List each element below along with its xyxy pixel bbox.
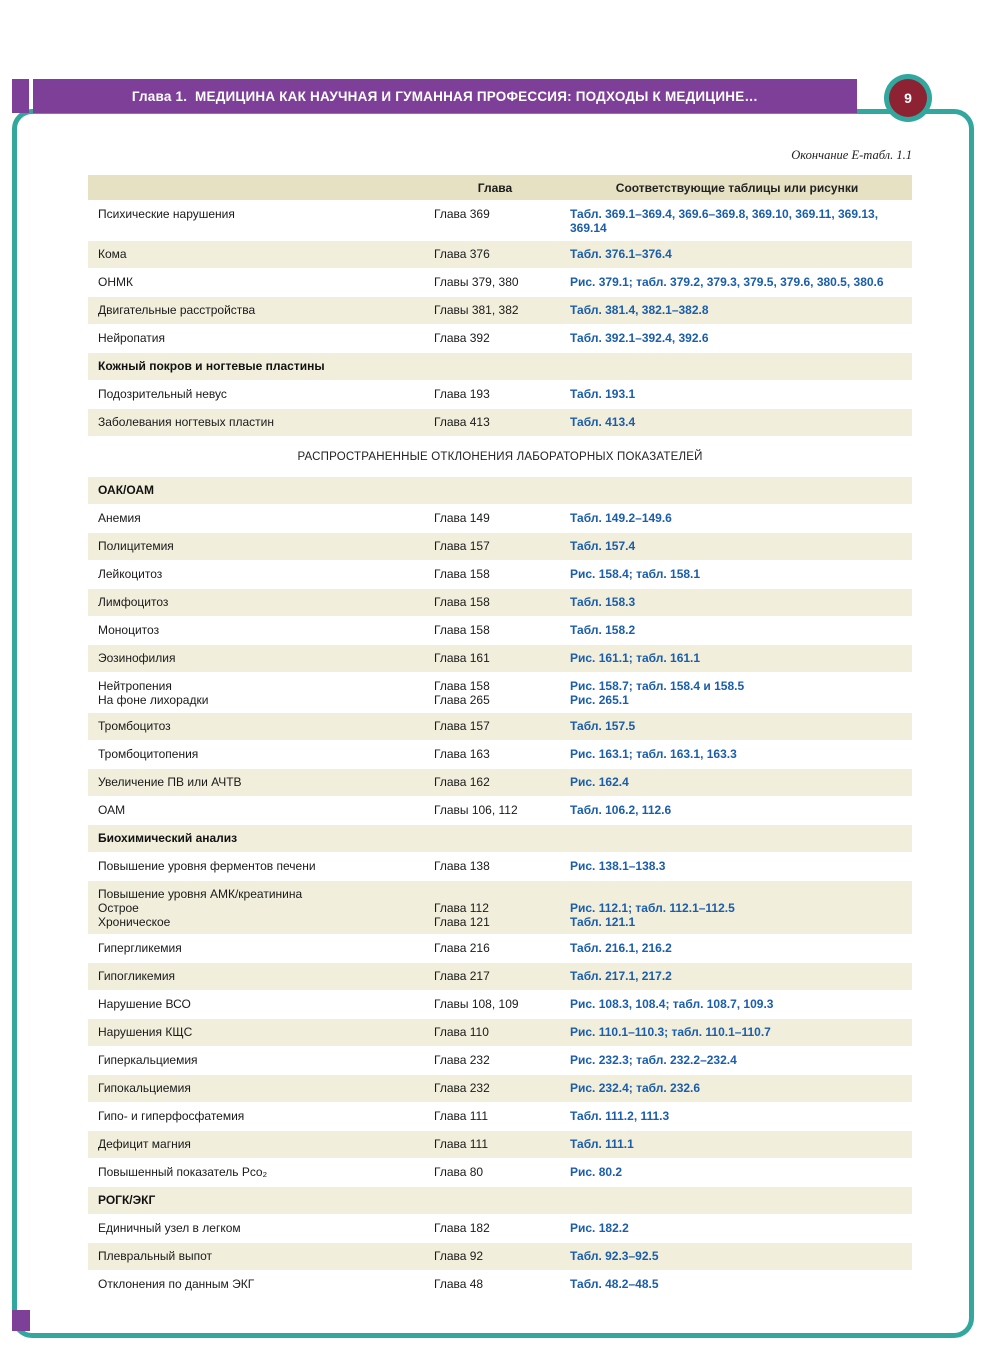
section-header-row [88, 1187, 912, 1215]
table-row [88, 1047, 912, 1075]
condition-cell: Тромбоцитоз [98, 719, 171, 733]
condition-cell: Моноцитоз [98, 623, 160, 637]
table-row [88, 1075, 912, 1103]
chapter-cell: Главы 108, 109 [434, 997, 519, 1011]
table-row [88, 963, 912, 991]
condition-cell: Подозрительный невус [98, 387, 227, 401]
condition-cell: Повышенный показатель Pco₂ [98, 1165, 268, 1179]
section-header-row [88, 825, 912, 853]
refs-cell: Рис. 232.3; табл. 232.2–232.4 [570, 1053, 737, 1067]
condition-cell: Заболевания ногтевых пластин [98, 415, 275, 429]
condition-cell: Нарушения КЩС [98, 1025, 193, 1039]
header-left-tab [12, 79, 29, 113]
section-header-row [88, 353, 912, 381]
table-row [88, 409, 912, 437]
chapter-cell: Глава 392 [434, 331, 490, 345]
centered-subtitle-row [88, 437, 912, 477]
condition-cell: Тромбоцитопения [98, 747, 199, 761]
table-row [88, 1159, 912, 1187]
table-header-row [88, 175, 912, 201]
chapter-cell: Глава 157 [434, 719, 490, 733]
table-row [88, 1243, 912, 1271]
table-row [88, 881, 912, 935]
chapter-cell: Глава 182 [434, 1221, 490, 1235]
chapter-cell: Глава 158 [434, 623, 490, 637]
refs-cell: Рис. 163.1; табл. 163.1, 163.3 [570, 747, 737, 761]
chapter-cell: Глава 216 [434, 941, 490, 955]
chapter-cell: Глава 232 [434, 1081, 490, 1095]
table-row [88, 1271, 912, 1299]
chapter-cell: Глава 369 [434, 207, 490, 221]
refs-cell: Рис. 161.1; табл. 161.1 [570, 651, 701, 665]
chapter-cell: Глава 112 Глава 121 [434, 901, 490, 929]
refs-cell: Рис. 379.1; табл. 379.2, 379.3, 379.5, 379.6, 380.5, 380.6 [570, 275, 884, 289]
table-row [88, 1215, 912, 1243]
reference-table [88, 175, 912, 1299]
condition-cell: Гипергликемия [98, 941, 182, 955]
table-row [88, 617, 912, 645]
condition-cell: Нарушение ВСО [98, 997, 191, 1011]
chapter-cell: Глава 413 [434, 415, 490, 429]
table-continuation-note: Окончание Е-табл. 1.1 [791, 148, 912, 162]
refs-cell: Рис. 138.1–138.3 [570, 859, 666, 873]
table-row [88, 1019, 912, 1047]
table-row [88, 201, 912, 241]
table-row [88, 589, 912, 617]
page-number-badge [889, 79, 927, 117]
table-row [88, 381, 912, 409]
chapter-cell: Глава 110 [434, 1025, 489, 1039]
refs-cell: Табл. 106.2, 112.6 [570, 803, 672, 817]
refs-cell: Табл. 381.4, 382.1–382.8 [570, 303, 709, 317]
condition-cell: Двигательные расстройства [98, 303, 256, 317]
header-chapter-cell: Глава [477, 181, 513, 195]
condition-cell: Повышение уровня ферментов печени [98, 859, 316, 873]
refs-cell: Табл. 92.3–92.5 [570, 1249, 659, 1263]
refs-cell: Табл. 48.2–48.5 [570, 1277, 659, 1291]
table-row [88, 561, 912, 589]
refs-cell: Рис. 108.3, 108.4; табл. 108.7, 109.3 [570, 997, 774, 1011]
chapter-cell: Глава 217 [434, 969, 490, 983]
condition-cell: Повышение уровня АМК/креатинина Острое Хроническое [98, 887, 303, 929]
chapter-cell: Глава 193 [434, 387, 490, 401]
chapter-cell: Главы 106, 112 [434, 803, 518, 817]
refs-cell: Табл. 217.1, 217.2 [570, 969, 672, 983]
condition-cell: Гипокальциемия [98, 1081, 191, 1095]
refs-cell: Рис. 110.1–110.3; табл. 110.1–110.7 [570, 1025, 771, 1039]
refs-cell: Рис. 158.4; табл. 158.1 [570, 567, 701, 581]
table-row [88, 853, 912, 881]
condition-cell: Лейкоцитоз [98, 567, 163, 581]
chapter-cell: Глава 111 [434, 1137, 488, 1151]
chapter-cell: Глава 232 [434, 1053, 490, 1067]
table-row [88, 241, 912, 269]
condition-cell: ОАМ [98, 803, 126, 817]
chapter-cell: Глава 92 [434, 1249, 484, 1263]
refs-cell: Табл. 111.2, 111.3 [570, 1109, 670, 1123]
chapter-cell: Главы 379, 380 [434, 275, 519, 289]
condition-cell: Нейтропения На фоне лихорадки [98, 679, 209, 707]
refs-cell: Рис. 158.7; табл. 158.4 и 158.5 Рис. 265.1 [570, 679, 745, 707]
table-subtitle: РАСПРОСТРАНЕННЫЕ ОТКЛОНЕНИЯ ЛАБОРАТОРНЫХ ПОКАЗАТЕЛЕЙ [297, 451, 703, 463]
section-title: ОАК/ОАМ [98, 483, 155, 497]
table-row [88, 769, 912, 797]
table-row [88, 297, 912, 325]
refs-cell: Табл. 413.4 [570, 415, 636, 429]
refs-cell: Табл. 158.3 [570, 595, 636, 609]
table-row [88, 991, 912, 1019]
chapter-cell: Глава 111 [434, 1109, 488, 1123]
refs-cell: Табл. 157.5 [570, 719, 636, 733]
chapter-cell: Глава 162 [434, 775, 490, 789]
section-title: Кожный покров и ногтевые пластины [98, 359, 325, 373]
condition-cell: Лимфоцитоз [98, 595, 169, 609]
chapter-cell: Глава 158 Глава 265 [434, 679, 490, 707]
chapter-cell: Глава 158 [434, 567, 490, 581]
chapter-cell: Глава 158 [434, 595, 490, 609]
chapter-header-bar [33, 79, 857, 113]
chapter-cell: Глава 157 [434, 539, 490, 553]
refs-cell: Рис. 80.2 [570, 1165, 623, 1179]
refs-cell: Табл. 111.1 [570, 1137, 634, 1151]
footer-left-tab [12, 1310, 30, 1331]
table-row [88, 1131, 912, 1159]
condition-cell: Отклонения по данным ЭКГ [98, 1277, 255, 1291]
refs-cell: Рис. 112.1; табл. 112.1–112.5 Табл. 121.1 [570, 901, 735, 929]
condition-cell: Полицитемия [98, 539, 174, 553]
chapter-title: Глава 1. МЕДИЦИНА КАК НАУЧНАЯ И ГУМАННАЯ ПРОФЕССИЯ: ПОДХОДЫ К МЕДИЦИНЕ… [131, 88, 759, 104]
refs-cell: Рис. 232.4; табл. 232.6 [570, 1081, 701, 1095]
refs-cell: Табл. 216.1, 216.2 [570, 941, 672, 955]
table-row [88, 645, 912, 673]
chapter-cell: Глава 161 [434, 651, 490, 665]
chapter-cell: Глава 48 [434, 1277, 484, 1291]
section-title: РОГК/ЭКГ [98, 1193, 156, 1207]
chapter-cell: Глава 80 [434, 1165, 484, 1179]
table-row [88, 325, 912, 353]
refs-cell: Табл. 376.1–376.4 [570, 247, 672, 261]
condition-cell: Единичный узел в легком [98, 1221, 241, 1235]
condition-cell: Эозинофилия [98, 651, 176, 665]
section-header-row [88, 477, 912, 505]
chapter-cell: Глава 376 [434, 247, 490, 261]
table-row [88, 713, 912, 741]
refs-cell: Рис. 182.2 [570, 1221, 629, 1235]
condition-cell: ОНМК [98, 275, 133, 289]
condition-cell: Кома [98, 247, 127, 261]
condition-cell: Плевральный выпот [98, 1249, 212, 1263]
condition-cell: Психические нарушения [98, 207, 235, 221]
table-row [88, 269, 912, 297]
section-title: Биохимический анализ [98, 831, 238, 845]
refs-cell: Табл. 158.2 [570, 623, 636, 637]
refs-cell: Рис. 162.4 [570, 775, 629, 789]
condition-cell: Гипогликемия [98, 969, 176, 983]
condition-cell: Увеличение ПВ или АЧТВ [98, 775, 242, 789]
table-body [88, 201, 912, 1299]
table-row [88, 505, 912, 533]
condition-cell: Анемия [98, 511, 141, 525]
table-row [88, 741, 912, 769]
condition-cell: Нейропатия [98, 331, 165, 345]
refs-cell: Табл. 392.1–392.4, 392.6 [570, 331, 709, 345]
chapter-cell: Главы 381, 382 [434, 303, 519, 317]
table-row [88, 673, 912, 713]
chapter-cell: Глава 149 [434, 511, 490, 525]
refs-cell: Табл. 149.2–149.6 [570, 511, 672, 525]
condition-cell: Гипо- и гиперфосфатемия [98, 1109, 245, 1123]
table-row [88, 533, 912, 561]
header-refs-cell: Соответствующие таблицы или рисунки [615, 181, 859, 195]
header-condition-cell [88, 175, 428, 200]
table-row [88, 1103, 912, 1131]
refs-cell: Табл. 369.1–369.4, 369.6–369.8, 369.10, 369.11, 369.13, 369.14 [570, 207, 879, 235]
table-row [88, 797, 912, 825]
refs-cell: Табл. 157.4 [570, 539, 636, 553]
refs-cell: Табл. 193.1 [570, 387, 636, 401]
chapter-cell: Глава 138 [434, 859, 490, 873]
condition-cell: Гиперкальциемия [98, 1053, 198, 1067]
table-row [88, 935, 912, 963]
chapter-cell: Глава 163 [434, 747, 490, 761]
page-number: 9 [904, 90, 912, 106]
condition-cell: Дефицит магния [98, 1137, 191, 1151]
